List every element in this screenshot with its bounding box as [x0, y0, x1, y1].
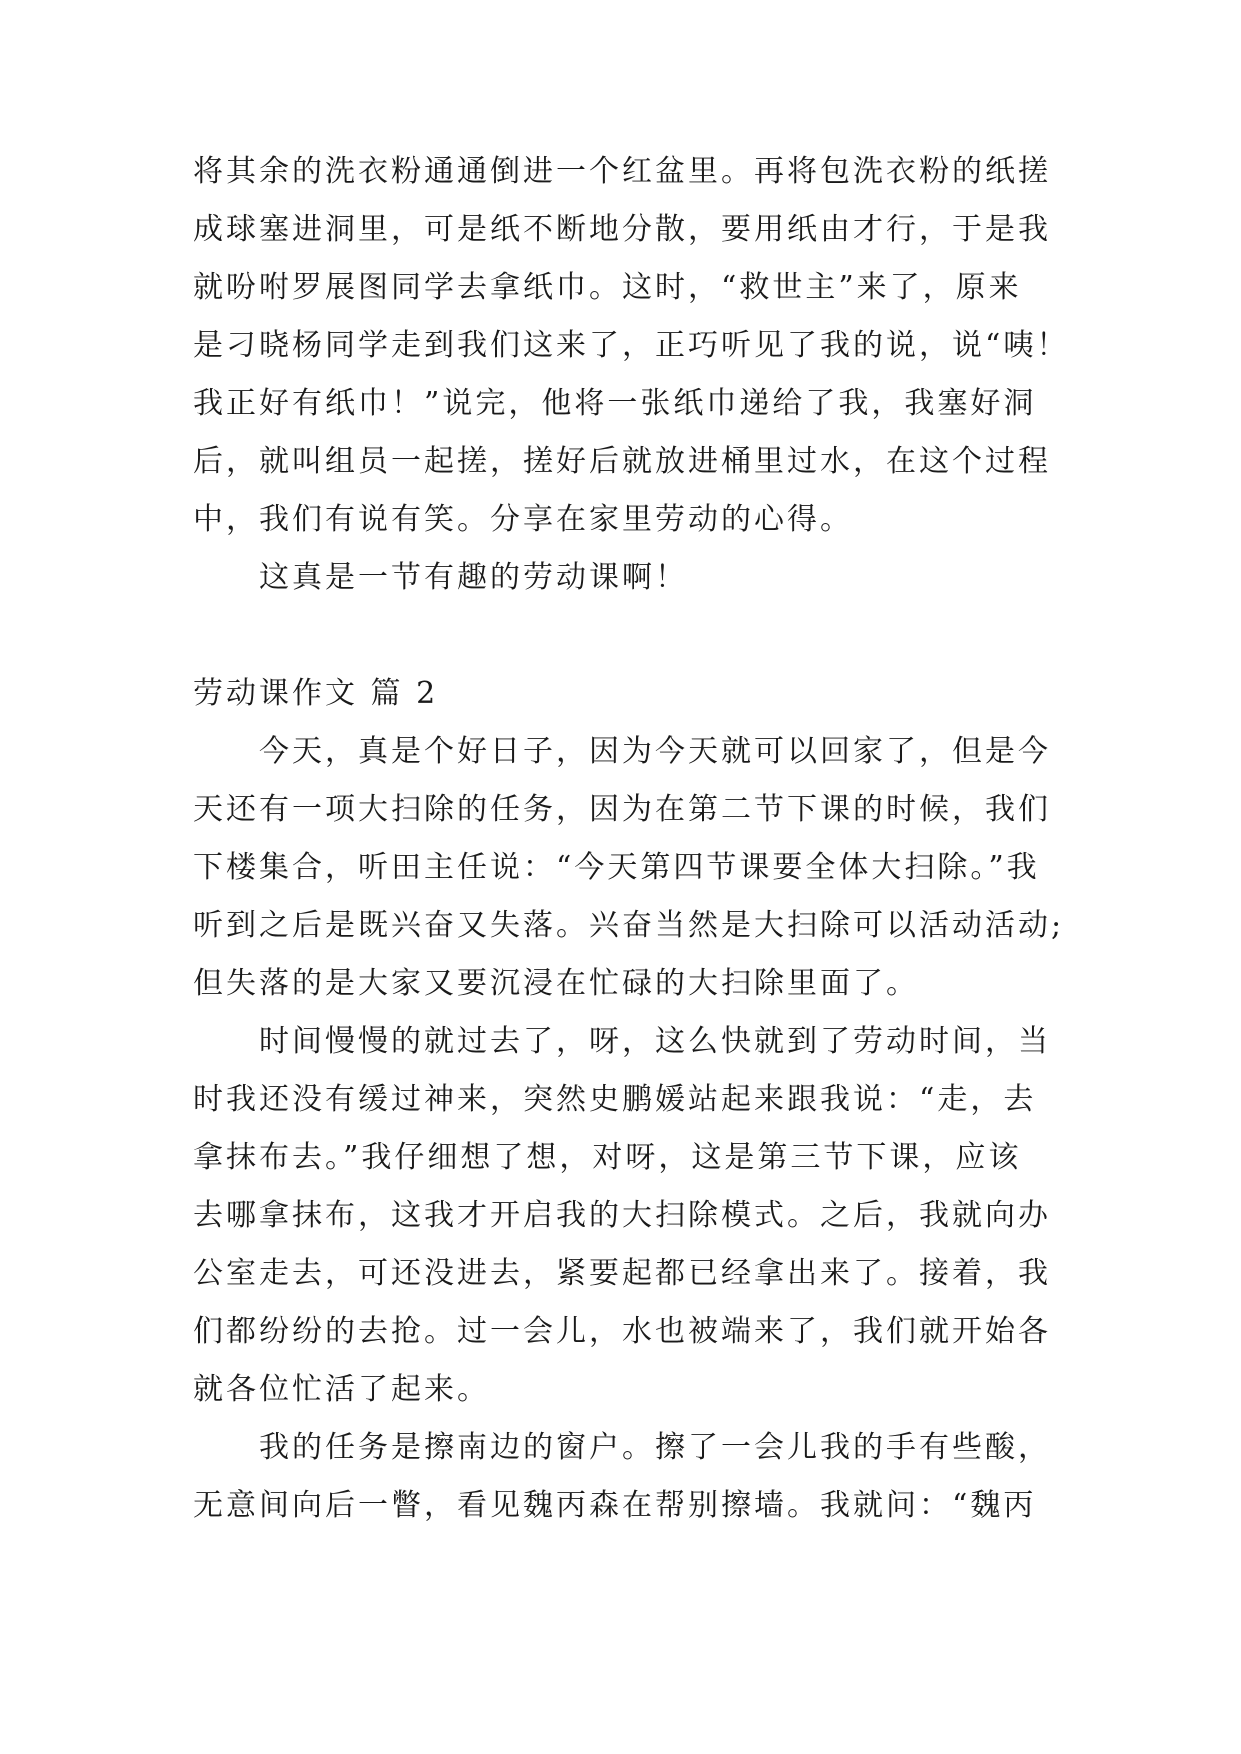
text-line: 无意间向后一瞥，看见魏丙森在帮别擦墙。我就问：“魏丙	[193, 1488, 1037, 1523]
text-line: 公室走去，可还没进去，紧要起都已经拿出来了。接着，我	[193, 1256, 1051, 1291]
text-line: 天还有一项大扫除的任务，因为在第二节下课的时候，我们	[193, 792, 1051, 827]
paragraph	[193, 549, 1063, 607]
text-line: 是刁晓杨同学走到我们这来了，正巧听见了我的说，说“咦！	[193, 328, 1070, 363]
text-line: 但失落的是大家又要沉浸在忙碌的大扫除里面了。	[193, 966, 919, 1001]
text-line: 时间慢慢的就过去了，呀，这么快就到了劳动时间，当	[259, 1024, 1051, 1059]
document-body	[193, 143, 1070, 1535]
text-line: 就各位忙活了起来。	[193, 1372, 490, 1407]
paragraph	[193, 143, 1070, 549]
text-line: 去哪拿抹布，这我才开启我的大扫除模式。之后，我就向办	[193, 1198, 1051, 1233]
paragraph	[193, 1013, 1063, 1419]
text-line: 今天，真是个好日子，因为今天就可以回家了，但是今	[259, 734, 1051, 769]
text-line: 这真是一节有趣的劳动课啊！	[259, 560, 688, 595]
text-line: 后，就叫组员一起搓，搓好后就放进桶里过水，在这个过程	[193, 444, 1051, 479]
paragraph	[193, 1419, 1063, 1535]
paragraph	[193, 723, 1063, 1013]
text-line: 成球塞进洞里，可是纸不断地分散，要用纸由才行，于是我	[193, 212, 1051, 247]
text-line: 我正好有纸巾！”说完，他将一张纸巾递给了我，我塞好洞	[193, 386, 1037, 421]
text-line: 拿抹布去。”我仔细想了想，对呀，这是第三节下课，应该	[193, 1140, 1022, 1175]
text-line: 们都纷纷的去抢。过一会儿，水也被端来了，我们就开始各	[193, 1314, 1051, 1349]
section-heading: 劳动课作文 篇 2	[193, 676, 439, 711]
text-line: 下楼集合，听田主任说：“今天第四节课要全体大扫除。”我	[193, 850, 1040, 885]
text-line: 将其余的洗衣粉通通倒进一个红盆里。再将包洗衣粉的纸搓	[193, 154, 1051, 189]
text-line: 就吩咐罗展图同学去拿纸巾。这时，“救世主”来了，原来	[193, 270, 1022, 305]
text-line: 我的任务是擦南边的窗户。擦了一会儿我的手有些酸，	[259, 1430, 1051, 1465]
text-line: 中，我们有说有笑。分享在家里劳动的心得。	[193, 502, 853, 537]
text-line: 听到之后是既兴奋又失落。兴奋当然是大扫除可以活动活动;	[193, 908, 1065, 943]
text-line: 时我还没有缓过神来，突然史鹏媛站起来跟我说：“走，去	[193, 1082, 1037, 1117]
